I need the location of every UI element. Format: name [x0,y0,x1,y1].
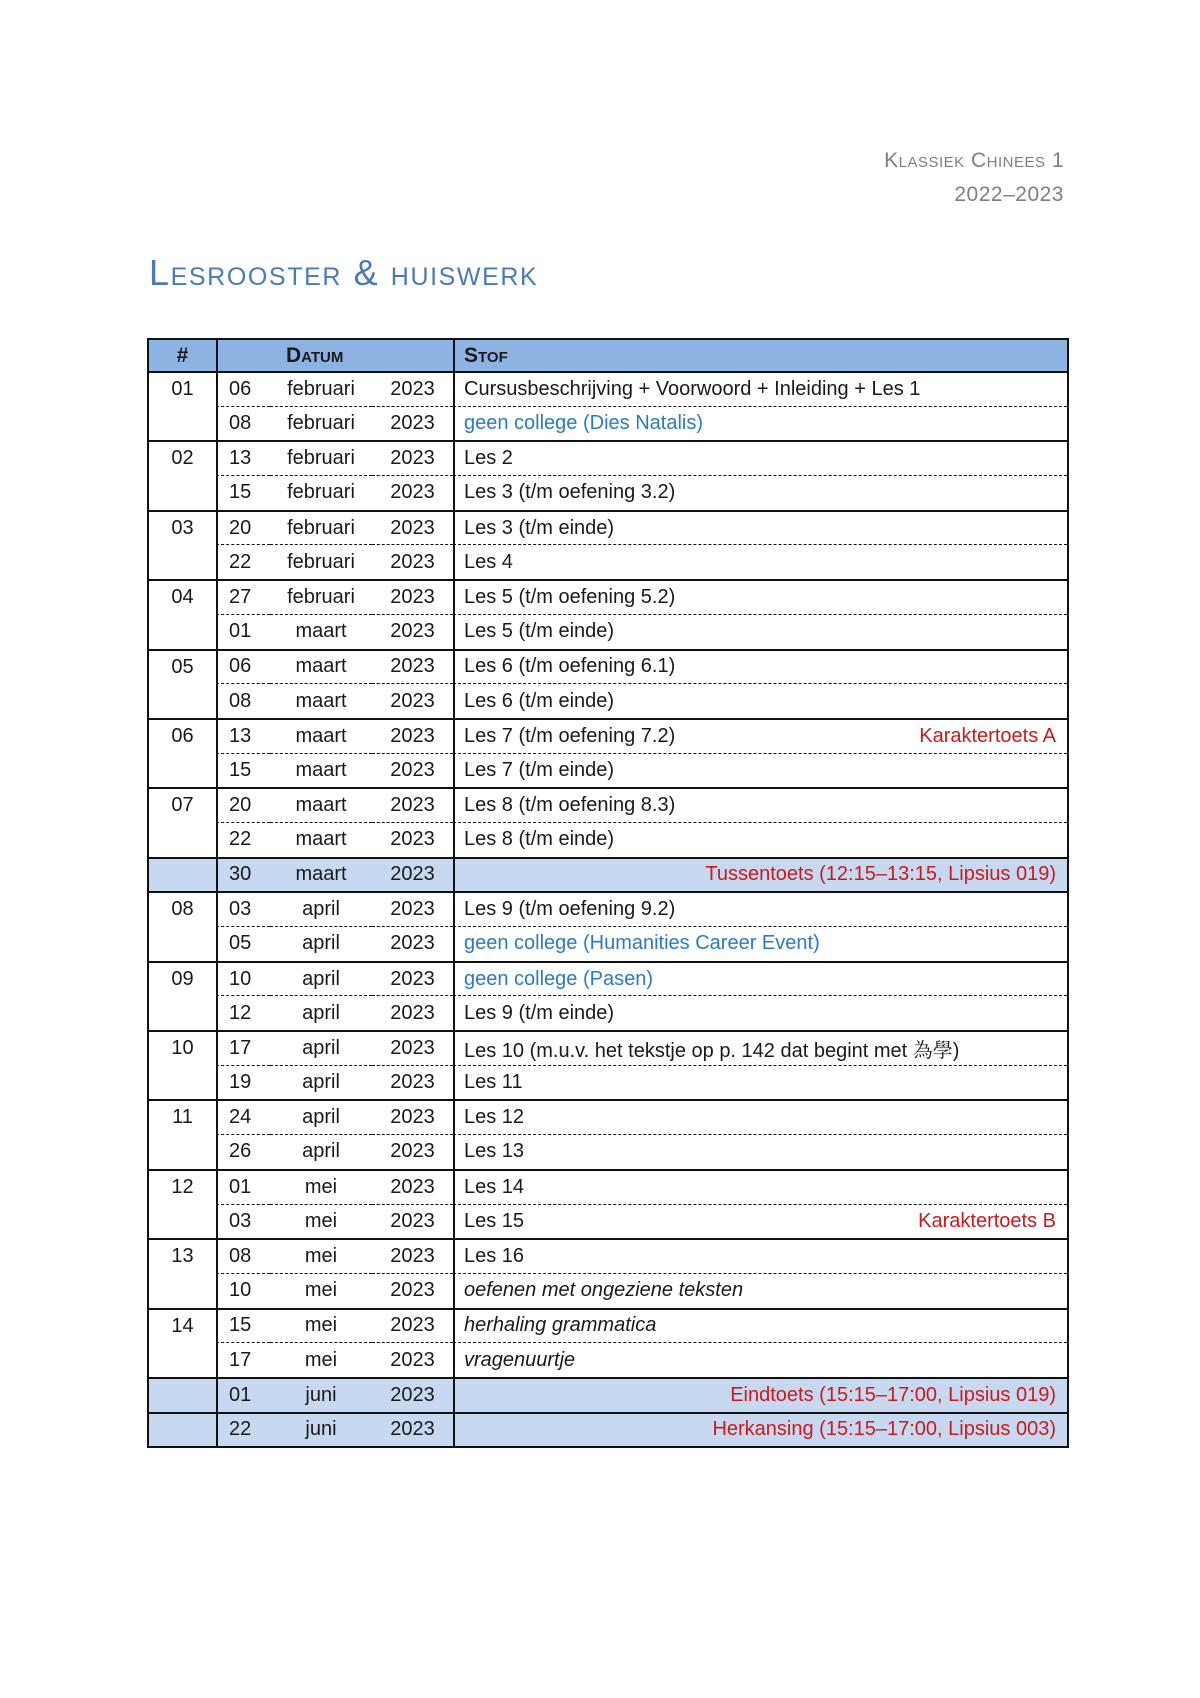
schedule-table [147,338,1069,1448]
topic-cell [453,1169,1067,1204]
date-day: 17 [216,1030,270,1065]
exam-note: Karaktertoets A [919,724,1056,747]
topic-column-header: Stof [453,340,1067,371]
week-number-cell [149,440,216,509]
date-year: 2023 [372,753,453,788]
topic-cell [453,1134,1067,1169]
date-year: 2023 [372,579,453,614]
date-day: 03 [216,1204,270,1239]
date-month: februari [270,510,372,545]
topic-text: Les 5 (t/m oefening 5.2) [464,585,676,608]
topic-text: geen college (Pasen) [464,967,654,990]
topic-cell [453,1238,1067,1273]
topic-text: Les 8 (t/m einde) [464,828,615,851]
date-month: februari [270,579,372,614]
week-number-cell [149,857,216,892]
date-month: juni [270,1377,372,1412]
date-year: 2023 [372,440,453,475]
date-day: 03 [216,891,270,926]
week-number-cell [149,961,216,1030]
date-day: 13 [216,718,270,753]
date-month: maart [270,857,372,892]
week-number: 13 [171,1245,194,1268]
date-day: 01 [216,614,270,649]
topic-cell [453,857,1067,892]
date-month: februari [270,406,372,441]
topic-text: oefenen met ongeziene teksten [464,1279,744,1302]
date-year: 2023 [372,510,453,545]
week-number-cell [149,1169,216,1238]
topic-text: Les 11 [464,1071,523,1094]
topic-text: Cursusbeschrijving + Voorwoord + Inleiding + Les 1 [464,377,921,400]
week-number-cell [149,1377,216,1412]
date-month: juni [270,1412,372,1447]
topic-text: Les 4 [464,550,513,573]
date-year: 2023 [372,649,453,684]
date-day: 01 [216,1377,270,1412]
topic-cell [453,995,1067,1030]
week-number-cell [149,718,216,787]
date-year: 2023 [372,406,453,441]
date-year: 2023 [372,1169,453,1204]
date-year: 2023 [372,926,453,961]
week-number: 02 [171,447,194,470]
topic-cell [453,371,1067,406]
date-day: 19 [216,1065,270,1100]
week-number: 08 [171,898,194,921]
topic-text: Les 15 [464,1209,525,1232]
topic-text: Les 6 (t/m einde) [464,689,615,712]
week-number-cell [149,649,216,718]
date-year: 2023 [372,995,453,1030]
date-day: 08 [216,1238,270,1273]
date-month: maart [270,718,372,753]
week-column-header: # [149,340,216,371]
topic-text: herhaling grammatica [464,1314,657,1337]
date-year: 2023 [372,822,453,857]
week-number-cell [149,891,216,960]
week-number-cell [149,787,216,856]
topic-cell [453,1308,1067,1343]
date-day: 10 [216,961,270,996]
date-day: 01 [216,1169,270,1204]
date-day: 22 [216,544,270,579]
date-day: 06 [216,371,270,406]
topic-cell [453,718,1067,753]
week-number-cell [149,1308,216,1377]
date-year: 2023 [372,1065,453,1100]
topic-cell [453,891,1067,926]
topic-text: Les 6 (t/m oefening 6.1) [464,655,676,678]
date-day: 10 [216,1273,270,1308]
exam-note: Herkansing (15:15–17:00, Lipsius 003) [712,1418,1056,1441]
academic-year: 2022–2023 [954,183,1064,206]
date-month: april [270,1099,372,1134]
topic-text: Les 16 [464,1245,525,1268]
week-number: 03 [171,516,194,539]
topic-cell [453,1412,1067,1447]
date-month: februari [270,440,372,475]
exam-note: Karaktertoets B [918,1209,1056,1232]
date-month: maart [270,614,372,649]
week-number: 09 [171,967,194,990]
topic-cell [453,1065,1067,1100]
topic-cell [453,440,1067,475]
date-month: mei [270,1273,372,1308]
topic-cell [453,406,1067,441]
date-year: 2023 [372,1030,453,1065]
topic-cell [453,510,1067,545]
topic-text: Les 2 [464,447,513,470]
topic-text: Les 9 (t/m oefening 9.2) [464,898,676,921]
date-year: 2023 [372,787,453,822]
date-month: april [270,1134,372,1169]
date-month: mei [270,1308,372,1343]
topic-text: Les 7 (t/m oefening 7.2) [464,724,676,747]
topic-text: Les 13 [464,1140,525,1163]
topic-text: Les 14 [464,1175,525,1198]
date-day: 17 [216,1342,270,1377]
date-month: april [270,926,372,961]
date-year: 2023 [372,371,453,406]
date-day: 30 [216,857,270,892]
week-number: 05 [171,655,194,678]
running-head [884,144,1064,212]
date-day: 08 [216,406,270,441]
week-number: 11 [172,1106,193,1129]
topic-text: Les 7 (t/m einde) [464,758,615,781]
week-number-cell [149,579,216,648]
topic-text: Les 8 (t/m oefening 8.3) [464,794,676,817]
date-day: 15 [216,475,270,510]
date-day: 26 [216,1134,270,1169]
date-year: 2023 [372,683,453,718]
topic-text: Les 10 (m.u.v. het tekstje op p. 142 dat begint met 為學) [464,1039,960,1062]
topic-cell [453,961,1067,996]
date-column-header: Datum [216,340,453,371]
topic-cell [453,787,1067,822]
date-day: 22 [216,1412,270,1447]
date-month: mei [270,1204,372,1239]
date-year: 2023 [372,891,453,926]
topic-text: geen college (Dies Natalis) [464,412,704,435]
topic-text: Les 3 (t/m oefening 3.2) [464,481,676,504]
topic-cell [453,822,1067,857]
topic-text: geen college (Humanities Career Event) [464,932,820,955]
week-number-cell [149,1412,216,1447]
week-number-cell [149,1238,216,1307]
date-year: 2023 [372,1099,453,1134]
date-year: 2023 [372,857,453,892]
date-month: februari [270,544,372,579]
topic-cell [453,475,1067,510]
week-number: 14 [171,1314,194,1337]
date-month: mei [270,1169,372,1204]
date-month: mei [270,1238,372,1273]
date-day: 06 [216,649,270,684]
week-number-cell [149,510,216,579]
topic-cell [453,1342,1067,1377]
week-number-cell [149,371,216,440]
week-number-cell [149,1030,216,1099]
date-year: 2023 [372,1273,453,1308]
date-year: 2023 [372,718,453,753]
date-month: april [270,891,372,926]
topic-text: Les 3 (t/m einde) [464,516,615,539]
date-month: maart [270,649,372,684]
date-year: 2023 [372,1342,453,1377]
date-month: mei [270,1342,372,1377]
topic-cell [453,544,1067,579]
date-month: april [270,961,372,996]
week-number: 12 [171,1175,194,1198]
exam-note: Tussentoets (12:15–13:15, Lipsius 019) [705,863,1056,886]
date-month: februari [270,475,372,510]
week-number: 10 [171,1037,194,1060]
date-month: april [270,1030,372,1065]
week-number-cell [149,1099,216,1168]
topic-cell [453,1099,1067,1134]
date-year: 2023 [372,961,453,996]
topic-cell [453,579,1067,614]
date-day: 13 [216,440,270,475]
date-day: 15 [216,753,270,788]
course-name: Klassiek Chinees 1 [884,149,1064,172]
date-month: maart [270,822,372,857]
topic-cell [453,614,1067,649]
date-month: april [270,995,372,1030]
date-day: 20 [216,510,270,545]
topic-cell [453,683,1067,718]
week-number: 04 [171,586,194,609]
date-day: 22 [216,822,270,857]
date-day: 27 [216,579,270,614]
topic-text: Les 9 (t/m einde) [464,1001,615,1024]
topic-cell [453,1030,1067,1065]
date-year: 2023 [372,475,453,510]
date-year: 2023 [372,1308,453,1343]
date-month: maart [270,787,372,822]
date-year: 2023 [372,1134,453,1169]
date-day: 24 [216,1099,270,1134]
date-month: april [270,1065,372,1100]
date-year: 2023 [372,1377,453,1412]
date-day: 08 [216,683,270,718]
topic-text: Les 5 (t/m einde) [464,620,615,643]
week-number: 06 [171,724,194,747]
topic-cell [453,1273,1067,1308]
week-number: 07 [171,794,194,817]
date-month: maart [270,683,372,718]
date-year: 2023 [372,544,453,579]
date-day: 20 [216,787,270,822]
topic-text: vragenuurtje [464,1348,576,1371]
topic-cell [453,753,1067,788]
date-day: 05 [216,926,270,961]
topic-cell [453,1377,1067,1412]
topic-text: Les 12 [464,1106,525,1129]
topic-cell [453,926,1067,961]
date-month: februari [270,371,372,406]
date-day: 15 [216,1308,270,1343]
date-day: 12 [216,995,270,1030]
page-title: Lesrooster & huiswerk [149,252,539,293]
date-year: 2023 [372,614,453,649]
week-number: 01 [171,378,194,400]
exam-note: Eindtoets (15:15–17:00, Lipsius 019) [730,1383,1056,1406]
topic-cell [453,1204,1067,1239]
date-year: 2023 [372,1412,453,1447]
date-year: 2023 [372,1204,453,1239]
topic-cell [453,649,1067,684]
date-month: maart [270,753,372,788]
date-year: 2023 [372,1238,453,1273]
